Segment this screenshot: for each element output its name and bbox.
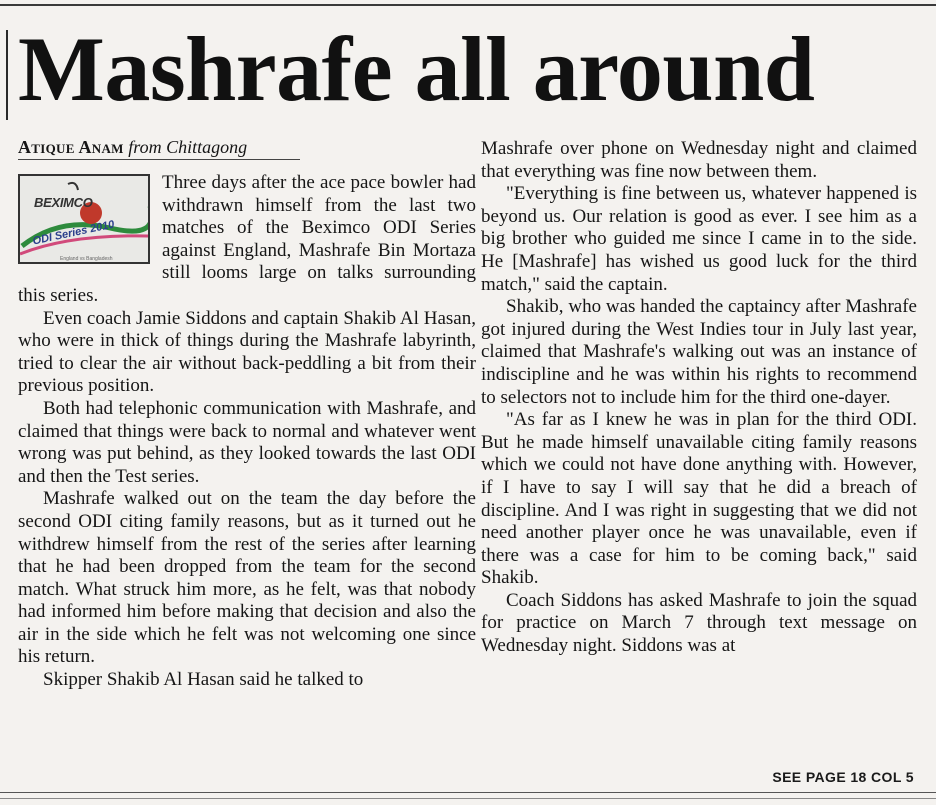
byline-location: from Chittagong — [128, 137, 248, 157]
logo-subtitle: England vs Bangladesh — [60, 256, 113, 262]
continuation-link[interactable]: SEE PAGE 18 COL 5 — [772, 769, 914, 785]
article-paragraph: "Everything is fine between us, whatever happened is beyond us. Our relation is good as ever. I see him as a big brother who guided me since I came in to the side. He [Mashrafe] has wished us good luck for the third match," said the captain. — [481, 183, 917, 295]
byline-author: Atique Anam — [18, 137, 124, 157]
right-column — [481, 138, 917, 658]
article-paragraph: Mashrafe over phone on Wednesday night and claimed that everything was fine now between them. — [481, 138, 917, 182]
left-rule — [6, 30, 8, 120]
logo-brand: BEXIMCO — [34, 195, 93, 210]
bottom-rule-secondary — [0, 798, 936, 799]
article-paragraph: Both had telephonic communication with Mashrafe, and claimed that things were back to normal and whatever went wrong was put behind, as they looked towards the last ODI and then the Test series. — [18, 397, 476, 487]
article-paragraph: Coach Siddons has asked Mashrafe to join the squad for practice on March 7 through text message on Wednesday night. Siddons was at — [481, 589, 917, 657]
article-paragraph: "As far as I knew he was in plan for the third ODI. But he made himself unavailable citing family reasons which we could not have done anything with. However, if I have to say I will say that he did a breach of discipline. And I was right in suggesting that we did not need another player once he was unavailable, even if there was a case for him to be coming back," said Shakib. — [481, 409, 917, 589]
byline — [18, 136, 300, 160]
series-logo — [18, 174, 150, 264]
article-paragraph: Three days after the ace pace bowler had withdrawn himself from the last two matches of the Beximco ODI Series against England, Mashrafe Bin Mortaza still looms large on talks surrounding this series. — [18, 172, 476, 306]
article-paragraph: Shakib, who was handed the captaincy after Mashrafe got injured during the West Indies tour in July last year, claimed that Mashrafe's walking out was an instance of indiscipline and he was within his rights to recommend to selectors not to include him for the third one-dayer. — [481, 296, 917, 408]
article-paragraph: Even coach Jamie Siddons and captain Shakib Al Hasan, who were in thick of things during the Mashrafe labyrinth, tried to clear the air without back-peddling a bit from their previous position. — [18, 307, 476, 397]
logo-series: ODI Series 2010 — [31, 218, 116, 248]
left-column — [18, 136, 476, 692]
headline: Mashrafe all around — [18, 18, 815, 120]
article-paragraph: Mashrafe walked out on the team the day before the second ODI citing family reasons, but as it turned out he withdrew himself from the rest of the series after learning that he had been dropped from the team for the second match. What struck him more, as he felt, was that nobody had informed him before making that decision and also the air in the side which he felt was not welcoming one since his return. — [18, 488, 476, 668]
top-rule — [0, 4, 936, 6]
article-paragraph: Skipper Shakib Al Hasan said he talked to — [43, 669, 364, 691]
bottom-rule — [0, 792, 936, 793]
